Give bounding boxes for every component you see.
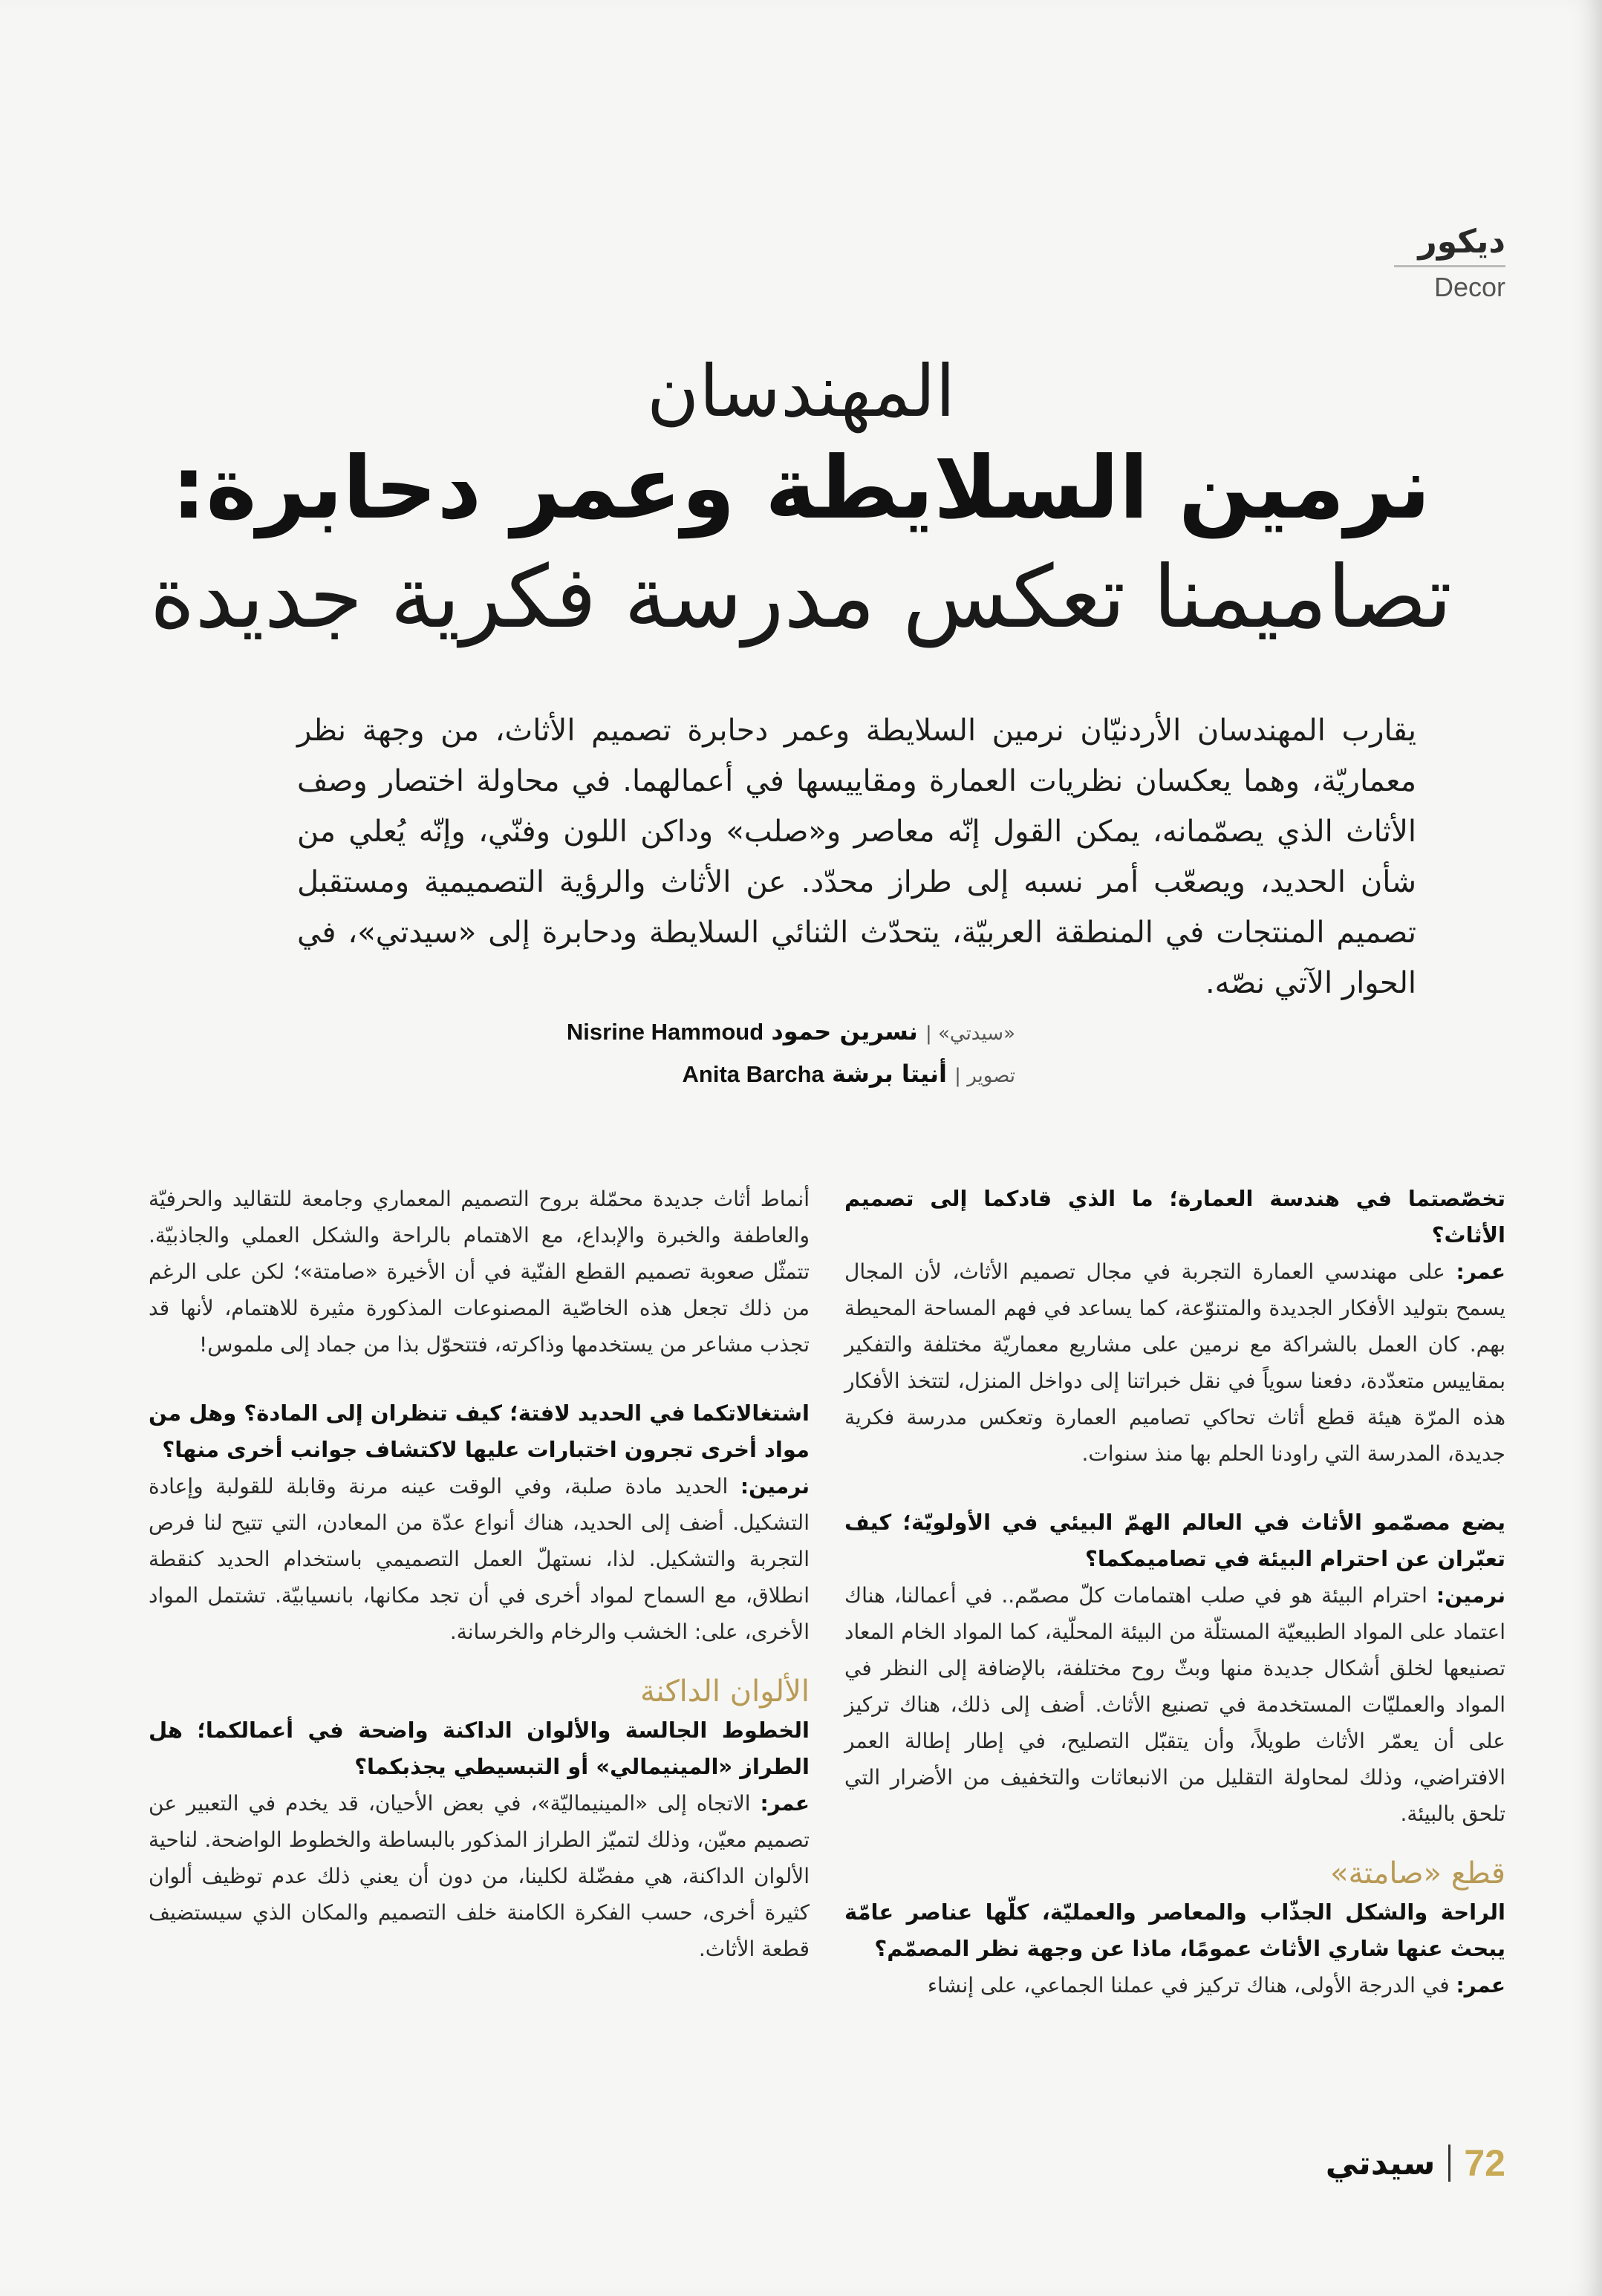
author-label: «سيدتي» | <box>925 1023 1015 1045</box>
answer-5 <box>149 1785 810 1967</box>
question-3: الراحة والشكل الجذّاب والمعاصر والعمليّة، كلّها عناصر عامّة يبحث عنها شاري الأثاث عمومًا، ماذا عن وجهة نظر المصمّم؟ <box>844 1899 1505 1961</box>
intro-paragraph: يقارب المهندسان الأردنيّان نرمين السلايطة وعمر دحابرة تصميم الأثاث، من وجهة نظر معماريّة، وهما يعكسان نظريات العمارة ومقاييسها في أعمالهما. في محاولة اختصار وصف الأثاث الذي يصمّمانه، يمكن القول إنّه معاصر و«صلب» وداكن اللون وفنّي، وإنّه يُعلي من شأن الحديد، ويصعّب أمر نسبه إلى طراز محدّد. عن الأثاث والرؤية التصميمية ومستقبل تصميم المنتجات في المنطقة العربيّة، يتحدّث الثنائي السلايطة ودحابرة إلى «سيدتي»، في الحوار الآتي نصّه. <box>297 714 1416 1000</box>
answer-3 <box>844 1967 1505 2003</box>
continued-paragraph: أنماط أثاث جديدة محمّلة بروح التصميم المعماري وجامعة للتقاليد والحرفيّة والعاطفة والخبرة والإبداع، مع الاهتمام بالراحة والشكل العملي والجاذبيّة. تتمثّل صعوبة تصميم القطع الفنّية في أن الأخيرة «صامتة»؛ لكن على الرغم من ذلك تجعل هذه الخاصّية المصنوعات المذكورة مثيرة للاهتمام، لأنها قد تجذب مشاعر من يستخدمها وذاكرته، فتتحوّل بذا من جماد إلى ملموس! <box>149 1187 810 1357</box>
headline-line-2: نرمين السلايطة وعمر دحابرة: <box>171 438 1431 539</box>
section-label-english: Decor <box>1433 272 1505 302</box>
answer-1 <box>844 1253 1505 1472</box>
answer-text: احترام البيئة هو في صلب اهتمامات كلّ مصمّم.. في أعمالنا، هناك اعتماد على المواد الطبيعيّة المستلّة من البيئة المحلّية، كما المواد الخام المعاد تصنيعها لخلق أشكال جديدة منها وبثّ روح مختلفة، بالإضافة إلى النظر في المواد والعمليّات المستخدمة في تصنيع الأثاث. أضف إلى ذلك، هناك تركيز على أن يعمّر الأثاث طويلاً، وأن يتقبّل التصليح، في إطار إطالة العمر الافتراضي، وذلك لمحاولة التقليل من الانبعاثات والتخفيف من الأضرار التي تلحق بالبيئة. <box>844 1583 1505 1826</box>
page-number: 72 <box>1464 2142 1505 2184</box>
magazine-brand: سيدتي <box>1325 2144 1436 2182</box>
section-label-arabic: ديكور <box>1418 223 1505 261</box>
headline-line-1: المهندسان <box>646 350 956 433</box>
answer-text: في الدرجة الأولى، هناك تركيز في عملنا الجماعي، على إنشاء <box>927 1973 1450 1997</box>
section-tag <box>1394 223 1505 303</box>
headline <box>111 349 1491 654</box>
answer-2 <box>844 1577 1505 1832</box>
author-name-arabic: نسرين حمود <box>771 1017 918 1046</box>
subheading-dark-colors: الألوان الداكنة <box>640 1674 810 1709</box>
author-credit <box>567 1011 1015 1054</box>
speaker: نرمين: <box>740 1474 810 1498</box>
right-column <box>844 1181 1505 2003</box>
answer-4 <box>149 1468 810 1650</box>
question-1: تخصّصتما في هندسة العمارة؛ ما الذي قادكما إلى تصميم الأثاث؟ <box>844 1186 1505 1248</box>
subheading-silent-pieces: قطع «صامتة» <box>1330 1856 1505 1891</box>
question-2: يضع مصمّمو الأثاث في العالم الهمّ البيئي في الأولويّة؛ كيف تعبّران عن احترام البيئة في تصاميمكما؟ <box>844 1510 1505 1571</box>
section-divider <box>1394 265 1505 267</box>
question-5: الخطوط الجالسة والألوان الداكنة واضحة في أعمالكما؛ هل الطراز «المينيمالي» أو التبسيطي يجذبكما؟ <box>149 1718 810 1779</box>
speaker: عمر: <box>1456 1259 1506 1284</box>
author-name-english: Nisrine Hammoud <box>566 1019 764 1045</box>
headline-line-3: تصاميمنا تعكس مدرسة فكرية جديدة <box>149 547 1453 648</box>
footer-divider <box>1448 2145 1450 2182</box>
answer-text: على مهندسي العمارة التجربة في مجال تصميم الأثاث، لأن المجال يسمح بتوليد الأفكار الجديدة والمتنوّعة، كما يساعد في فهم المساحة المحيطة بهم. كان العمل بالشراكة مع نرمين على مشاريع معماريّة مختلفة والتفكير بمقاييس متعدّدة، دفعنا سوياً في نقل خبراتنا إلى دواخل المنزل، لتتخذ الأفكار هذه المرّة هيئة قطع أثاث تحاكي تصاميم العمارة وتعكس مدرسة فكرية جديدة، المدرسة التي راودنا الحلم بها منذ سنوات. <box>844 1259 1505 1466</box>
speaker: عمر: <box>760 1791 810 1816</box>
photo-label: تصوير | <box>954 1065 1015 1087</box>
photographer-name-arabic: أنيتا برشة <box>831 1060 947 1088</box>
left-column <box>149 1181 810 1967</box>
question-4: اشتغالاتكما في الحديد لافتة؛ كيف تنظران إلى المادة؟ وهل من مواد أخرى تجرون اختبارات عليها لاكتشاف جوانب أخرى منها؟ <box>149 1400 810 1462</box>
speaker: نرمين: <box>1436 1583 1505 1608</box>
speaker: عمر: <box>1456 1973 1505 1997</box>
answer-text: الحديد مادة صلبة، وفي الوقت عينه مرنة وقابلة للقولبة وإعادة التشكيل. أضف إلى الحديد، هناك أنواع عدّة من المعادن، التي تتيح لنا فرص التجربة والتشكيل. لذا، نستهلّ العمل التصميمي باستخدام الحديد كنقطة انطلاق، مع السماح لمواد أخرى في أن تجد مكانها، بانسيابيّة. تشتمل المواد الأخرى، على: الخشب والرخام والخرسانة. <box>149 1474 810 1644</box>
page-footer <box>1326 2142 1505 2185</box>
photo-credit <box>567 1054 1015 1096</box>
credits <box>567 1011 1015 1096</box>
answer-text: الاتجاه إلى «المينيماليّة»، في بعض الأحيان، قد يخدم في التعبير عن تصميم معيّن، وذلك لتميّز الطراز المذكور بالبساطة والخطوط الواضحة. لناحية الألوان الداكنة، هي مفضّلة لكلينا، من دون أن يعني ذلك عدم توظيف ألوان كثيرة أخرى، حسب الفكرة الكامنة خلف التصميم والمكان الذي سيستضيف قطعة الأثاث. <box>149 1791 810 1961</box>
photographer-name-english: Anita Barcha <box>682 1061 824 1087</box>
